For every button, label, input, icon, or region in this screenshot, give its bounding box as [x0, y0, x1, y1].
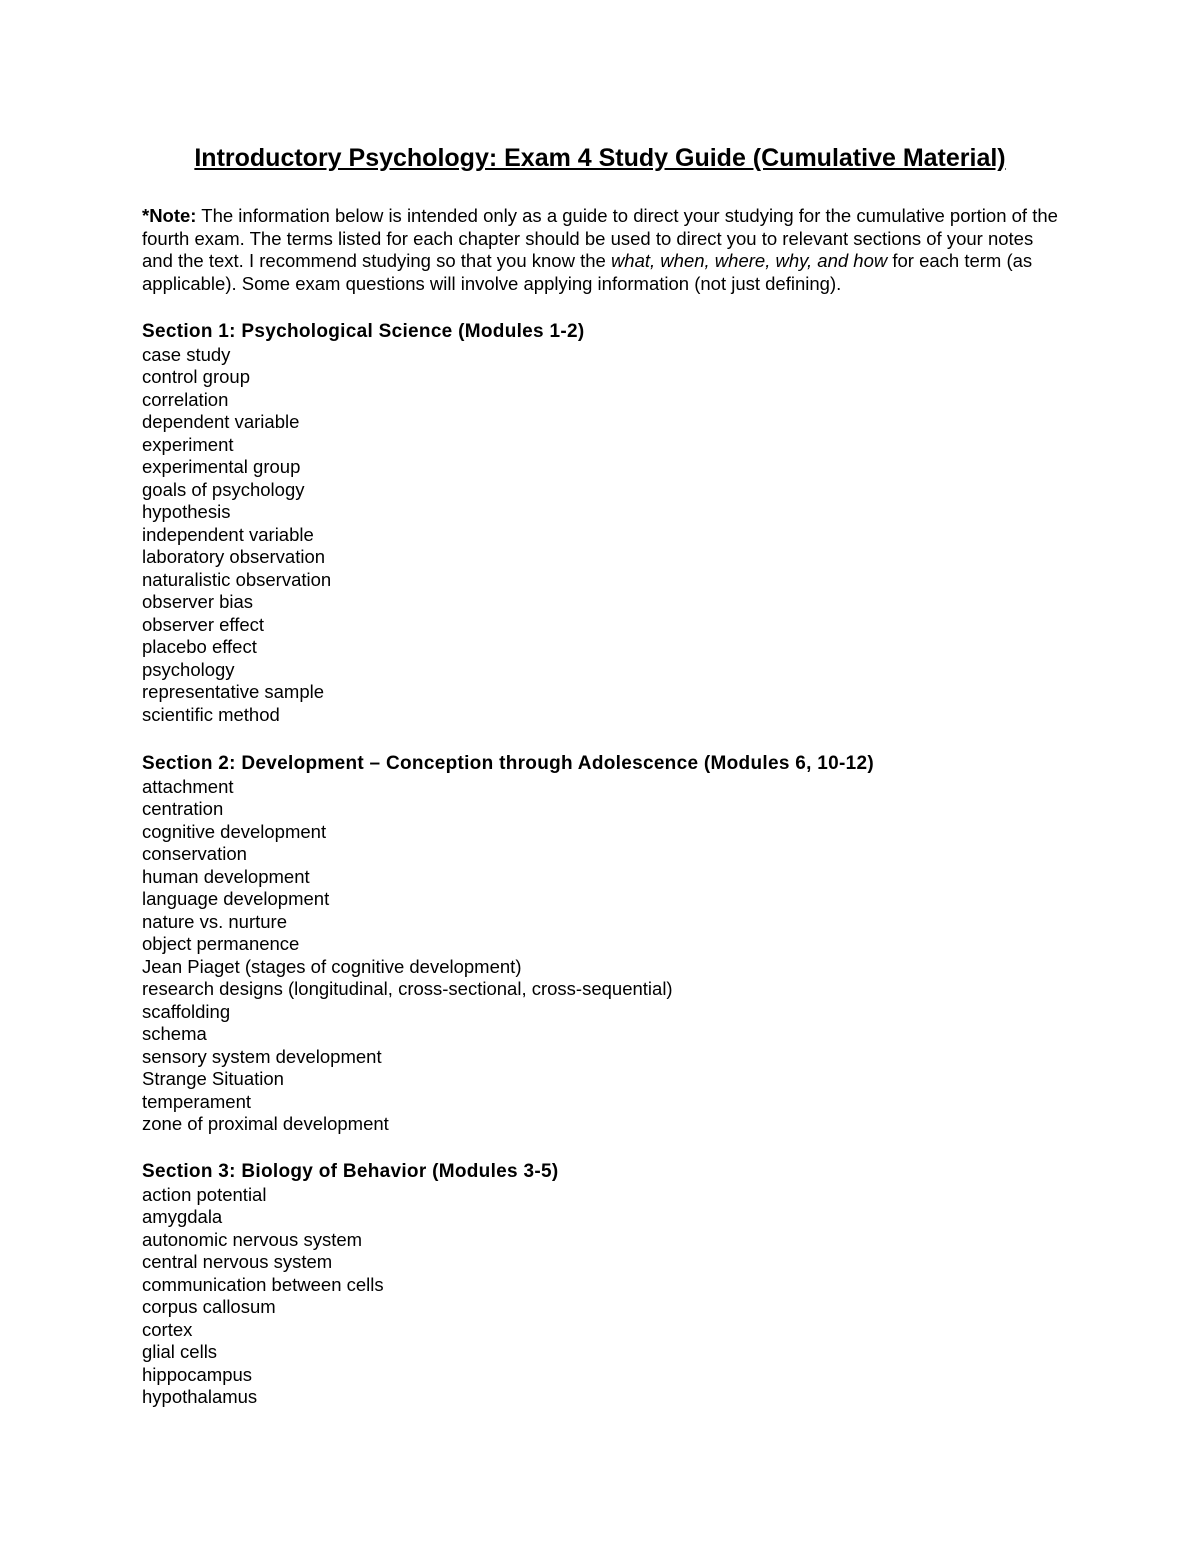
term-item: centration — [142, 798, 224, 819]
term-item: Jean Piaget (stages of cognitive development) — [142, 955, 522, 977]
section-development — [142, 753, 1062, 1136]
study-note — [142, 205, 1064, 295]
term-item: zone of proximal development — [142, 1113, 389, 1134]
term-item: dependent variable — [142, 411, 300, 432]
term-list — [142, 344, 1062, 727]
term-item: experimental group — [142, 456, 301, 477]
term-item: cortex — [142, 1318, 193, 1340]
term-item: glial cells — [142, 1341, 218, 1362]
term-item: object permanence — [142, 933, 300, 954]
term-item: amygdala — [142, 1206, 223, 1227]
note-text-part-1: The information below is intended only as a guide to direct your studying for the cumulative portion of the fourth exam. The terms listed for each chapter should be used to direct you to relevant sections of your notes and the text. I recommend studying so that you know the — [142, 205, 1058, 272]
term-item: attachment — [142, 775, 234, 797]
section-psychological-science — [142, 321, 1062, 726]
term-item: central nervous system — [142, 1251, 333, 1272]
term-item: language development — [142, 888, 330, 909]
term-item: research designs (longitudinal, cross-sectional, cross-sequential) — [142, 978, 673, 999]
note-label: *Note: — [142, 205, 197, 226]
term-item: sensory system development — [142, 1045, 382, 1067]
term-item: laboratory observation — [142, 546, 326, 567]
term-item: nature vs. nurture — [142, 910, 287, 932]
term-item: correlation — [142, 388, 229, 410]
term-item: scientific method — [142, 703, 280, 725]
document-title: Introductory Psychology: Exam 4 Study Guide (Cumulative Material) — [194, 144, 1006, 172]
term-list — [142, 776, 1062, 1136]
term-item: independent variable — [142, 523, 314, 545]
section-biology-of-behavior — [142, 1161, 1062, 1409]
term-item: naturalistic observation — [142, 568, 332, 590]
section-heading: Section 2: Development – Conception through Adolescence (Modules 6, 10-12) — [142, 753, 875, 774]
term-item: conservation — [142, 843, 247, 864]
term-item: psychology — [142, 658, 235, 680]
term-item: goals of psychology — [142, 478, 305, 500]
term-item: temperament — [142, 1090, 251, 1112]
note-text-part-2: for each term (as applicable). Some exam questions will involve applying information (not just defining). — [142, 250, 1033, 294]
term-item: observer bias — [142, 591, 254, 612]
term-item: action potential — [142, 1183, 267, 1205]
term-item: schema — [142, 1023, 207, 1044]
term-item: case study — [142, 343, 231, 365]
note-emphasis: what, when, where, why, and how — [610, 250, 888, 272]
term-item: control group — [142, 366, 250, 387]
term-item: observer effect — [142, 613, 265, 635]
section-heading: Section 3: Biology of Behavior (Modules 3-5) — [142, 1161, 559, 1182]
term-item: communication between cells — [142, 1273, 384, 1295]
term-item: placebo effect — [142, 636, 257, 657]
term-item: scaffolding — [142, 1000, 231, 1022]
term-item: hypothesis — [142, 501, 231, 522]
term-item: experiment — [142, 433, 234, 455]
term-item: representative sample — [142, 681, 325, 702]
term-item: autonomic nervous system — [142, 1228, 363, 1250]
term-item: hypothalamus — [142, 1386, 258, 1407]
term-item: corpus callosum — [142, 1296, 276, 1317]
term-item: hippocampus — [142, 1363, 253, 1385]
term-item: Strange Situation — [142, 1068, 284, 1089]
section-heading: Section 1: Psychological Science (Modules 1-2) — [142, 321, 585, 342]
term-item: cognitive development — [142, 820, 327, 842]
term-item: human development — [142, 865, 310, 887]
term-list — [142, 1184, 1062, 1409]
